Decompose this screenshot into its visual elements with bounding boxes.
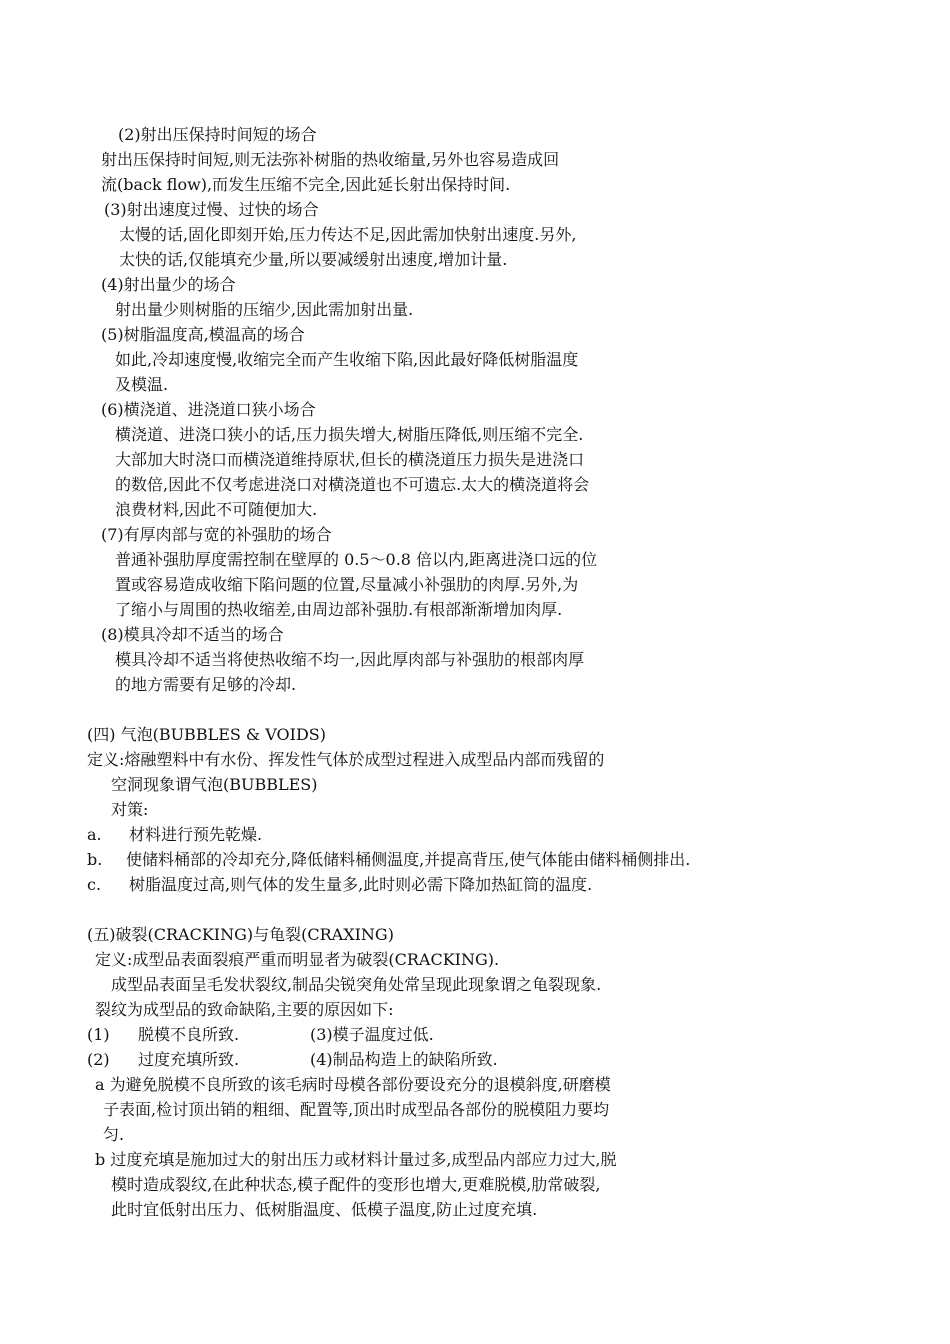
item4-line1: 射出量少则树脂的压缩少,因此需加射出量. xyxy=(115,300,414,319)
remedy-b-line2: 模时造成裂纹,在此种状态,模子配件的变形也增大,更难脱模,肋常破裂, xyxy=(111,1175,601,1194)
remedy-a-line1: a 为避免脱模不良所致的该毛病时母模各部份要设充分的退模斜度,研磨模 xyxy=(95,1075,611,1094)
item7-title: (7)有厚肉部与宽的补强肋的场合 xyxy=(101,525,332,544)
item6-title: (6)横浇道、进浇道口狭小场合 xyxy=(101,400,316,419)
item6-line2: 大部加大时浇口而横浇道维持原状,但长的横浇道压力损失是进浇口 xyxy=(115,450,585,469)
section5-heading: (五)破裂(CRACKING)与龟裂(CRAXING) xyxy=(87,925,394,944)
item8-line2: 的地方需要有足够的冷却. xyxy=(115,675,297,694)
item3-line2: 太快的话,仅能填充少量,所以要减缓射出速度,增加计量. xyxy=(119,250,508,269)
remedy-a-line2: 子表面,检讨顶出销的粗细、配置等,顶出时成型品各部份的脱模阻力要均 xyxy=(103,1100,610,1119)
item2-line1: 射出压保持时间短,则无法弥补树脂的热收缩量,另外也容易造成回 xyxy=(101,150,560,169)
cause-3-text: (3)模子温度过低. xyxy=(310,1025,434,1044)
item2-title: (2)射出压保持时间短的场合 xyxy=(118,125,317,144)
measure-a-label: a. xyxy=(87,825,102,844)
measure-b-label: b. xyxy=(87,850,103,869)
cause-4-text: (4)制品构造上的缺陷所致. xyxy=(310,1050,498,1069)
remedy-b-line1: b 过度充填是施加过大的射出压力或材料计量过多,成型品内部应力过大,脱 xyxy=(95,1150,617,1169)
cause-1-text: 脱模不良所致. xyxy=(138,1025,240,1044)
item7-line3: 了缩小与周围的热收缩差,由周边部补强肋.有根部渐渐增加肉厚. xyxy=(115,600,563,619)
remedy-b-line3: 此时宜低射出压力、低树脂温度、低模子温度,防止过度充填. xyxy=(111,1200,538,1219)
section4-definition-line2: 空洞现象谓气泡(BUBBLES) xyxy=(111,775,318,794)
cause-2-text: 过度充填所致. xyxy=(138,1050,240,1069)
section4-definition-line1: 定义:熔融塑料中有水份、挥发性气体於成型过程进入成型品内部而残留的 xyxy=(87,750,605,769)
item5-title: (5)树脂温度高,模温高的场合 xyxy=(101,325,305,344)
item7-line1: 普通补强肋厚度需控制在壁厚的 0.5～0.8 倍以内,距离进浇口远的位 xyxy=(115,550,598,569)
item3-line1: 太慢的话,固化即刻开始,压力传达不足,因此需加快射出速度.另外, xyxy=(119,225,577,244)
item5-line2: 及模温. xyxy=(115,375,169,394)
item6-line1: 横浇道、进浇口狭小的话,压力损失增大,树脂压降低,则压缩不完全. xyxy=(115,425,584,444)
item2-line2: 流(back flow),而发生压缩不完全,因此延长射出保持时间. xyxy=(101,175,511,194)
item7-line2: 置或容易造成收缩下陷问题的位置,尽量减小补强肋的肉厚.另外,为 xyxy=(115,575,579,594)
section4-heading: (四) 气泡(BUBBLES & VOIDS) xyxy=(87,725,326,744)
measure-a-text: 材料进行预先乾燥. xyxy=(129,825,263,844)
item3-title: (3)射出速度过慢、过快的场合 xyxy=(104,200,319,219)
section4-measures-label: 对策: xyxy=(111,800,149,819)
section5-definition-line3: 裂纹为成型品的致命缺陷,主要的原因如下: xyxy=(95,1000,394,1019)
item8-title: (8)模具冷却不适当的场合 xyxy=(101,625,284,644)
item6-line4: 浪费材料,因此不可随便加大. xyxy=(115,500,318,519)
section5-definition-line2: 成型品表面呈毛发状裂纹,制品尖锐突角处常呈现此现象谓之龟裂现象. xyxy=(111,975,602,994)
item6-line3: 的数倍,因此不仅考虑进浇口对横浇道也不可遗忘.太大的横浇道将会 xyxy=(115,475,590,494)
remedy-a-line3: 匀. xyxy=(103,1125,125,1144)
section5-definition-line1: 定义:成型品表面裂痕严重而明显者为破裂(CRACKING). xyxy=(95,950,500,969)
item4-title: (4)射出量少的场合 xyxy=(101,275,236,294)
measure-c-text: 树脂温度过高,则气体的发生量多,此时则必需下降加热缸筒的温度. xyxy=(129,875,593,894)
cause-2-label: (2) xyxy=(87,1050,110,1069)
item8-line1: 模具冷却不适当将使热收缩不均一,因此厚肉部与补强肋的根部肉厚 xyxy=(115,650,585,669)
measure-b-text: 使储料桶部的冷却充分,降低储料桶侧温度,并提高背压,使气体能由储料桶侧排出. xyxy=(126,850,691,869)
cause-1-label: (1) xyxy=(87,1025,110,1044)
measure-c-label: c. xyxy=(87,875,102,894)
item5-line1: 如此,冷却速度慢,收缩完全而产生收缩下陷,因此最好降低树脂温度 xyxy=(115,350,579,369)
